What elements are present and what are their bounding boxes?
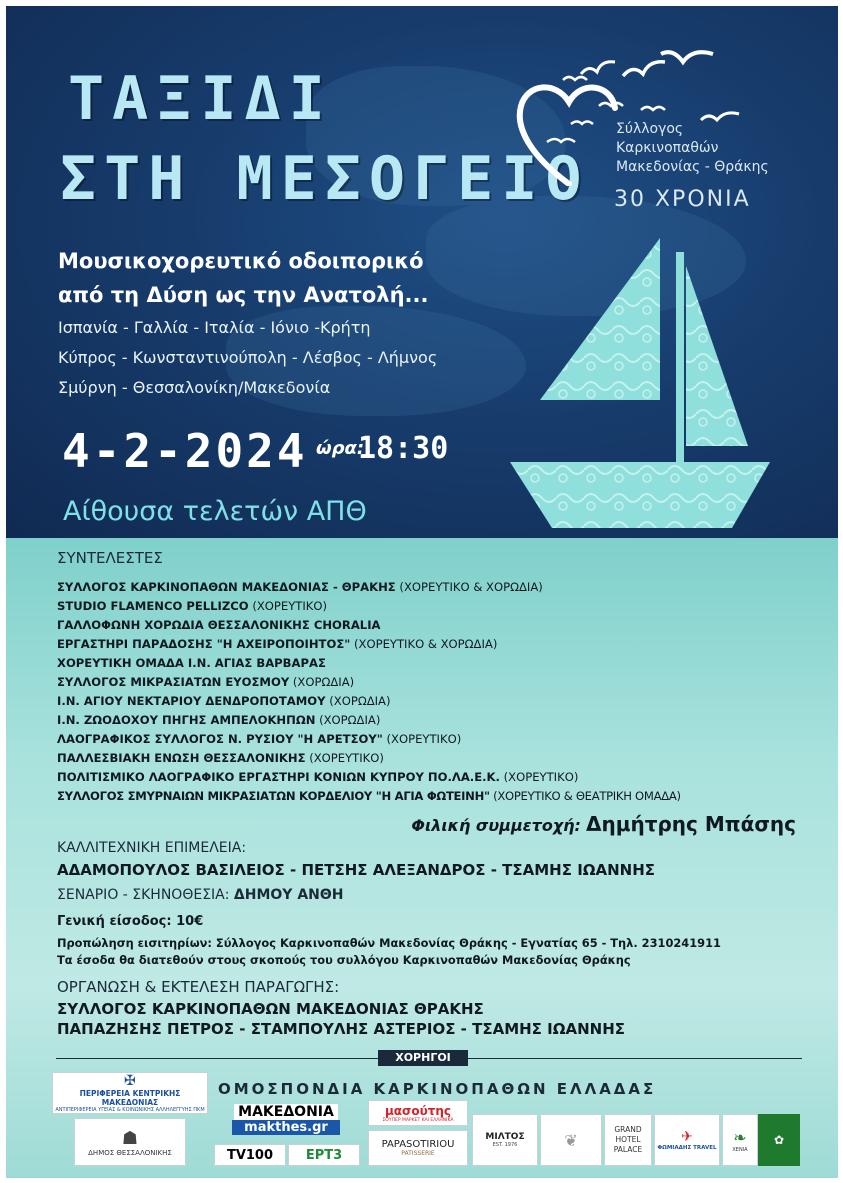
sponsor-municipality — [74, 1118, 186, 1166]
credit-name: ΛΑΟΓΡΑΦΙΚΟΣ ΣΥΛΛΟΓΟΣ Ν. ΡΥΣΙΟΥ "Η ΑΡΕΤΣΟΥ" — [57, 732, 383, 746]
credit-line — [57, 618, 380, 632]
papasotiriou-name: PAPASOTIRIOU — [381, 1139, 455, 1150]
organizer-name — [616, 120, 769, 177]
airplane-icon: ✈ — [681, 1129, 693, 1145]
script-logo-icon: ❦ — [564, 1130, 578, 1150]
credit-line — [57, 789, 681, 803]
presale-info: Προπώληση εισιτηρίων: Σύλλογος Καρκινοπαθών Μακεδονίας Θράκης - Εγνατίας 65 - Τηλ. 2310241911 — [57, 936, 721, 950]
production-line-1: ΣΥΛΛΟΓΟΣ ΚΑΡΚΙΝΟΠΑΘΩΝ ΜΑΚΕΔΟΝΙΑΣ ΘΡΑΚΗΣ — [57, 1000, 484, 1018]
credit-line — [57, 637, 497, 651]
production-line-2: ΠΑΠΑΖΗΣΗΣ ΠΕΤΡΟΣ - ΣΤΑΜΠΟΥΛΗΣ ΑΣΤΕΡΙΟΣ - ΤΣΑΜΗΣ ΙΩΑΝΝΗΣ — [57, 1020, 625, 1038]
friendly-label: Φιλική συμμετοχή: — [411, 816, 581, 835]
region-sub: ΑΝΤΙΠΕΡΙΦΕΡΕΙΑ ΥΓΕΙΑΣ & ΚΟΙΝΩΝΙΚΗΣ ΑΛΛΗΛΕΓΓΥΗΣ ΠΚΜ — [55, 1107, 205, 1113]
papasotiriou-sub: PATISSERIE — [401, 1150, 435, 1157]
time-label: ώρα: — [316, 438, 365, 459]
credit-name: STUDIO FLAMENCO PELLIZCO — [57, 599, 249, 613]
municipality-name: ΔΗΜΟΣ ΘΕΣΣΑΛΟΝΙΚΗΣ — [88, 1148, 172, 1157]
credit-role: (ΧΟΡΩΔΙΑ) — [329, 694, 391, 708]
credit-line — [57, 599, 327, 613]
script-name: ΔΗΜΟΥ ΑΝΘΗ — [233, 887, 344, 903]
credit-role: (ΧΟΡΩΔΙΑ) — [319, 713, 381, 727]
sponsor-grand-hotel — [604, 1114, 652, 1166]
fomiadis-name: ΦΩΜΙΑΔΗΣ TRAVEL — [657, 1145, 717, 1151]
sponsor-ert3 — [288, 1144, 360, 1166]
region-name: ΠΕΡΙΦΕΡΕΙΑ ΚΕΝΤΡΙΚΗΣ ΜΑΚΕΔΟΝΙΑΣ — [79, 1089, 181, 1107]
sponsor-tv100 — [214, 1144, 286, 1166]
credit-line — [57, 580, 543, 594]
title-line-2: ΣΤΗ ΜΕΣΟΓΕΙΟ — [60, 144, 590, 214]
proceeds-info: Τα έσοδα θα διατεθούν στους σκοπούς του συλλόγου Καρκινοπαθών Μακεδονίας Θράκης — [57, 953, 631, 967]
sponsor-makedonia — [214, 1100, 358, 1138]
script-label: ΣΕΝΑΡΙΟ - ΣΚΗΝΟΘΕΣΙΑ: — [57, 887, 230, 903]
credit-role: (ΧΟΡΕΥΤΙΚΟ) — [252, 599, 328, 613]
credit-name: ΠΟΛΙΤΙΣΜΙΚΟ ΛΑΟΓΡΑΦΙΚΟ ΕΡΓΑΣΤΗΡΙ ΚΟΝΙΩΝ ΚΥΠΡΟΥ ΠΟ.ΛΑ.Ε.Κ. — [57, 770, 500, 784]
artistic-heading: ΚΑΛΛΙΤΕΧΝΙΚΗ ΕΠΙΜΕΛΕΙΑ: — [57, 840, 247, 856]
organizer-name-line-3: Μακεδονίας - Θράκης — [616, 159, 769, 175]
sponsor-miltos — [472, 1114, 538, 1166]
credit-name: ΣΥΛΛΟΓΟΣ ΜΙΚΡΑΣΙΑΤΩΝ ΕΥΟΣΜΟΥ — [57, 675, 290, 689]
friendly-participation — [411, 812, 796, 836]
xenia-name: XENIA — [732, 1146, 748, 1153]
miltos-name: ΜΙΛΤΟΣ — [485, 1132, 525, 1142]
credit-name: ΓΑΛΛΟΦΩΝΗ ΧΟΡΩΔΙΑ ΘΕΣΣΑΛΟΝΙΚΗΣ CHORALIA — [57, 618, 381, 632]
credit-line — [57, 694, 391, 708]
sponsor-papasotiriou — [368, 1130, 468, 1166]
ert3-name: ΕΡΤ3 — [305, 1147, 343, 1163]
credit-name: Ι.Ν. ΖΩΟΔΟΧΟΥ ΠΗΓΗΣ ΑΜΠΕΛΟΚΗΠΩΝ — [57, 713, 316, 727]
sponsor-fomiadis — [654, 1114, 720, 1166]
sponsor-logo-script — [540, 1114, 602, 1166]
federation-name: ΟΜΟΣΠΟΝΔΙΑ ΚΑΡΚΙΝΟΠΑΘΩΝ ΕΛΛΑΔΑΣ — [218, 1080, 657, 1098]
poster-header — [6, 6, 838, 538]
friendly-name: Δημήτρης Μπάσης — [586, 812, 796, 836]
event-time: 18:30 — [358, 431, 449, 466]
credit-role: (ΧΟΡΕΥΤΙΚΟ) — [503, 770, 579, 784]
credit-role: (ΧΟΡΕΥΤΙΚΟ & ΧΟΡΩΔΙΑ) — [399, 580, 543, 594]
credit-line — [57, 751, 384, 765]
production-heading: ΟΡΓΑΝΩΣΗ & ΕΚΤΕΛΕΣΗ ΠΑΡΑΓΩΓΗΣ: — [57, 978, 340, 996]
poster — [6, 6, 838, 1178]
event-date: 4-2-2024 — [62, 424, 308, 478]
credit-role: (ΧΟΡΕΥΤΙΚΟ & ΧΟΡΩΔΙΑ) — [353, 637, 498, 651]
credit-line — [57, 713, 380, 727]
credit-role: (ΧΟΡΕΥΤΙΚΟ) — [386, 732, 462, 746]
credits-heading: ΣΥΝΤΕΛΕΣΤΕΣ — [57, 549, 163, 567]
organizer-name-line-1: Σύλλογος — [616, 121, 684, 137]
credit-role: (ΧΟΡΩΔΙΑ) — [292, 675, 355, 689]
credit-line — [57, 732, 461, 746]
masoutis-sub: ΣΟΥΠΕΡ ΜΑΡΚΕΤ ΚΑΙ ΕΛΛΗΝΙΚΑ — [382, 1117, 454, 1123]
credit-line — [57, 770, 578, 784]
general-entry: Γενική είσοδος: 10€ — [57, 914, 204, 929]
tv100-name: TV100 — [226, 1147, 274, 1163]
leaf-icon: ✿ — [773, 1133, 785, 1147]
credit-name: Ι.Ν. ΑΓΙΟΥ ΝΕΚΤΑΡΙΟΥ ΔΕΝΔΡΟΠΟΤΑΜΟΥ — [57, 694, 326, 708]
artistic-names: ΑΔΑΜΟΠΟΥΛΟΣ ΒΑΣΙΛΕΙΟΣ - ΠΕΤΣΗΣ ΑΛΕΞΑΝΔΡΟΣ - ΤΣΑΜΗΣ ΙΩΑΝΝΗΣ — [57, 861, 656, 879]
municipality-emblem-icon: ☗ — [121, 1127, 139, 1149]
credit-name: ΧΟΡΕΥΤΙΚΗ ΟΜΑΔΑ Ι.Ν. ΑΓΙΑΣ ΒΑΡΒΑΡΑΣ — [57, 656, 326, 670]
makthes-name: makthes.gr — [232, 1120, 340, 1135]
masoutis-name: μασούτης — [384, 1103, 452, 1118]
credit-role: (ΧΟΡΕΥΤΙΚΟ & ΘΕΑΤΡΙΚΗ ΟΜΑΔΑ) — [493, 789, 681, 803]
plant-icon: ❧ — [733, 1127, 747, 1147]
sponsor-green-logo — [758, 1114, 800, 1166]
places-line-3: Σμύρνη - Θεσσαλονίκη/Μακεδονία — [58, 378, 331, 397]
organizer-years: 30 ΧΡΟΝΙΑ — [614, 187, 751, 212]
sponsors-label: ΧΟΡΗΓΟΙ — [378, 1050, 468, 1066]
sponsor-region — [52, 1072, 208, 1114]
title-line-1: ΤΑΞΙΔΙ — [68, 64, 333, 134]
sponsor-xenia — [722, 1114, 758, 1166]
credit-line — [57, 675, 354, 689]
subtitle-line-2: από τη Δύση ως την Ανατολή... — [58, 283, 429, 307]
grand-hotel-name: GRAND HOTEL PALACE — [613, 1125, 643, 1154]
sponsor-masoutis — [368, 1100, 468, 1126]
script-credit — [57, 887, 344, 903]
credit-line — [57, 656, 326, 670]
subtitle — [58, 244, 428, 312]
greek-emblem-icon: ✠ — [124, 1073, 136, 1089]
subtitle-line-1: Μουσικοχορευτικό οδοιπορικό — [58, 249, 424, 273]
sailboat-icon — [500, 232, 780, 532]
places-line-2: Κύπρος - Κωνσταντινούπολη - Λέσβος - Λήμνος — [58, 348, 438, 367]
makedonia-name: ΜΑΚΕΔΟΝΙΑ — [234, 1104, 338, 1120]
credit-role: (ΧΟΡΕΥΤΙΚΟ) — [309, 751, 384, 765]
credit-name: ΕΡΓΑΣΤΗΡΙ ΠΑΡΑΔΟΣΗΣ "Η ΑΧΕΙΡΟΠΟΙΗΤΟΣ" — [57, 637, 351, 651]
miltos-sub: EST. 1976 — [492, 1142, 518, 1148]
credit-name: ΠΑΛΛΕΣΒΙΑΚΗ ΕΝΩΣΗ ΘΕΣΣΑΛΟΝΙΚΗΣ — [57, 751, 306, 765]
event-venue: Αίθουσα τελετών ΑΠΘ — [63, 496, 367, 527]
credit-name: ΣΥΛΛΟΓΟΣ ΣΜΥΡΝΑΙΩΝ ΜΙΚΡΑΣΙΑΤΩΝ ΚΟΡΔΕΛΙΟΥ "Η ΑΓΙΑ ΦΩΤΕΙΝΗ" — [57, 789, 490, 803]
credit-name: ΣΥΛΛΟΓΟΣ ΚΑΡΚΙΝΟΠΑΘΩΝ ΜΑΚΕΔΟΝΙΑΣ - ΘΡΑΚΗΣ — [57, 580, 396, 594]
organizer-name-line-2: Καρκινοπαθών — [616, 140, 719, 156]
places-line-1: Ισπανία - Γαλλία - Ιταλία - Ιόνιο -Κρήτη — [58, 318, 371, 337]
